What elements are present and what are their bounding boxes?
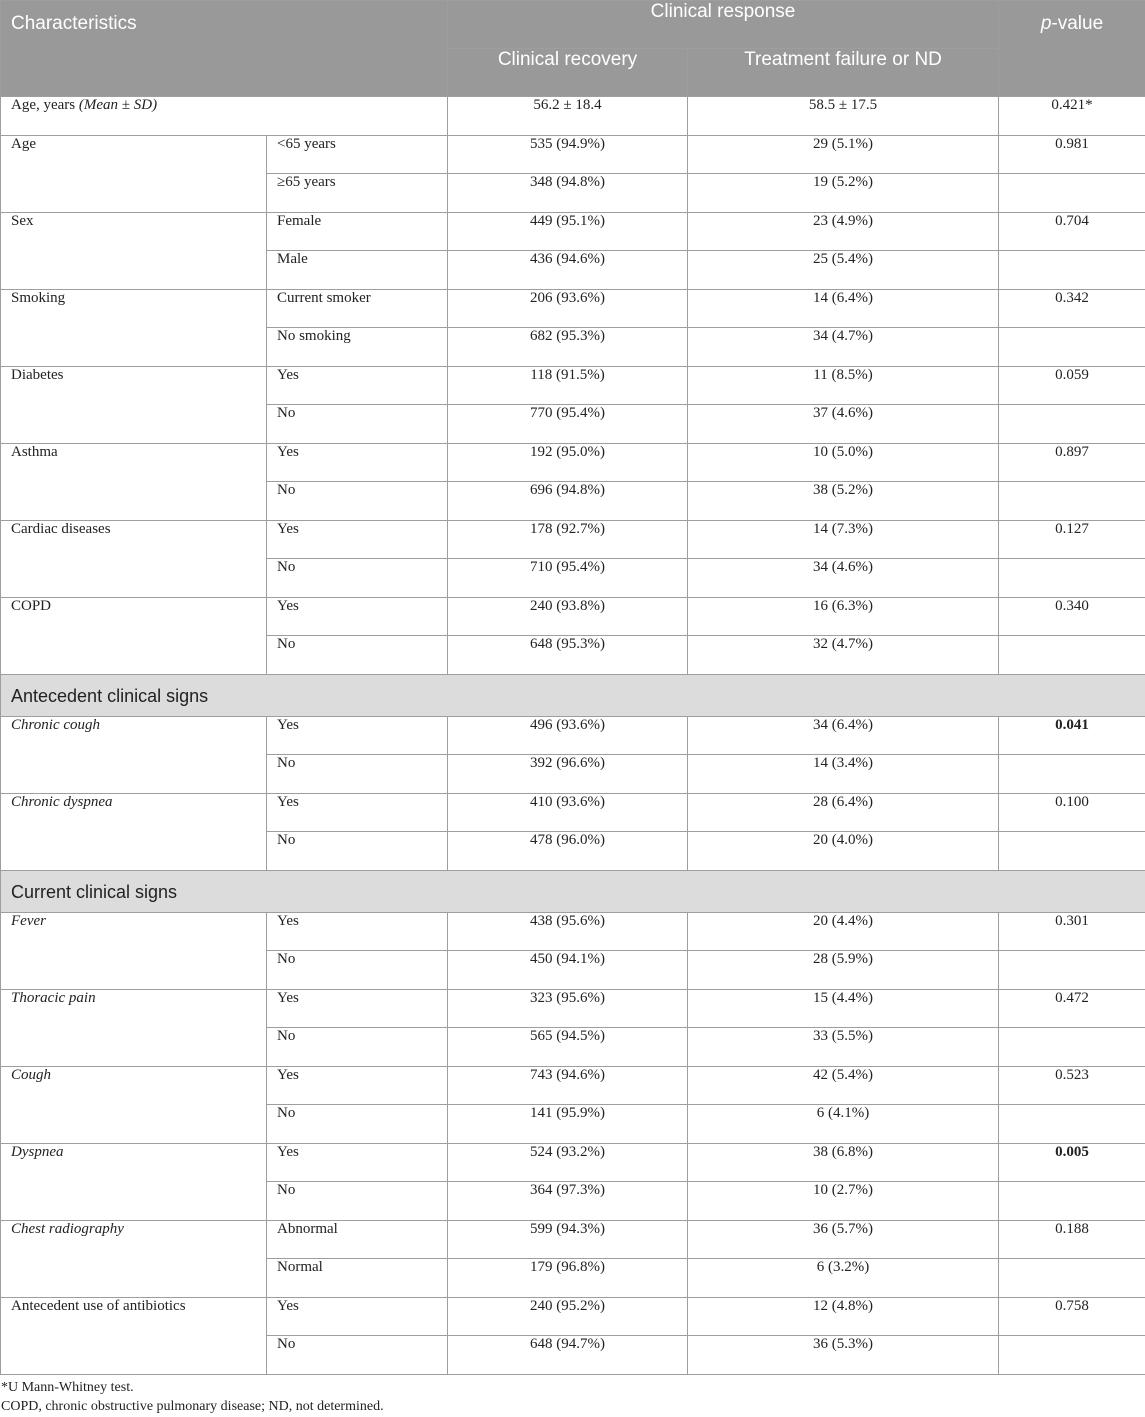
cell-treatment-failure: 33 (5.5%) [688, 1028, 999, 1067]
cell-treatment-failure: 6 (3.2%) [688, 1259, 999, 1298]
cell-treatment-failure: 28 (6.4%) [688, 793, 999, 832]
row-group-name: Dyspnea [1, 1143, 267, 1220]
age-mean-p: 0.421* [999, 97, 1145, 136]
table-row [1, 1143, 1145, 1182]
row-group-name: Asthma [1, 443, 267, 520]
cell-p-value [999, 405, 1145, 444]
cell-clinical-recovery: 364 (97.3%) [448, 1182, 688, 1221]
cell-p-value: 0.523 [999, 1066, 1145, 1105]
cell-clinical-recovery: 141 (95.9%) [448, 1105, 688, 1144]
section-antecedent-clinical-signs-label: Antecedent clinical signs [1, 674, 1145, 716]
table-row [1, 520, 1145, 559]
cell-treatment-failure: 28 (5.9%) [688, 951, 999, 990]
table-row [1, 135, 1145, 174]
table-row-age-mean [1, 97, 1145, 136]
row-subcategory: Current smoker [267, 289, 448, 328]
cell-clinical-recovery: 323 (95.6%) [448, 989, 688, 1028]
age-mean-failure: 58.5 ± 17.5 [688, 97, 999, 136]
row-group-name: Sex [1, 212, 267, 289]
cell-treatment-failure: 14 (3.4%) [688, 755, 999, 794]
cell-p-value: 0.059 [999, 366, 1145, 405]
row-group-name: Smoking [1, 289, 267, 366]
cell-p-value: 0.188 [999, 1220, 1145, 1259]
cell-treatment-failure: 14 (6.4%) [688, 289, 999, 328]
cell-p-value [999, 559, 1145, 598]
row-subcategory: No [267, 559, 448, 598]
cell-clinical-recovery: 648 (94.7%) [448, 1336, 688, 1375]
age-mean-recovery: 56.2 ± 18.4 [448, 97, 688, 136]
table-row [1, 1066, 1145, 1105]
cell-clinical-recovery: 348 (94.8%) [448, 174, 688, 213]
cell-treatment-failure: 34 (4.6%) [688, 559, 999, 598]
table-row [1, 912, 1145, 951]
row-group-name: Cough [1, 1066, 267, 1143]
table-row [1, 989, 1145, 1028]
cell-clinical-recovery: 524 (93.2%) [448, 1143, 688, 1182]
cell-p-value: 0.472 [999, 989, 1145, 1028]
cell-clinical-recovery: 648 (95.3%) [448, 636, 688, 675]
row-subcategory: Yes [267, 597, 448, 636]
row-subcategory: Yes [267, 716, 448, 755]
footnote-mann-whitney: *U Mann-Whitney test. [1, 1380, 134, 1395]
cell-treatment-failure: 36 (5.7%) [688, 1220, 999, 1259]
cell-clinical-recovery: 696 (94.8%) [448, 482, 688, 521]
table-row [1, 443, 1145, 482]
cell-clinical-recovery: 392 (96.6%) [448, 755, 688, 794]
row-group-name: Diabetes [1, 366, 267, 443]
row-subcategory: No [267, 1182, 448, 1221]
cell-treatment-failure: 25 (5.4%) [688, 251, 999, 290]
cell-treatment-failure: 20 (4.0%) [688, 832, 999, 871]
cell-clinical-recovery: 535 (94.9%) [448, 135, 688, 174]
cell-clinical-recovery: 118 (91.5%) [448, 366, 688, 405]
cell-p-value [999, 636, 1145, 675]
table-footnotes [0, 1378, 1145, 1416]
cell-treatment-failure: 37 (4.6%) [688, 405, 999, 444]
cell-p-value: 0.340 [999, 597, 1145, 636]
cell-clinical-recovery: 179 (96.8%) [448, 1259, 688, 1298]
cell-clinical-recovery: 449 (95.1%) [448, 212, 688, 251]
cell-treatment-failure: 29 (5.1%) [688, 135, 999, 174]
section-current-clinical-signs-label: Current clinical signs [1, 870, 1145, 912]
table-row [1, 793, 1145, 832]
cell-p-value [999, 1336, 1145, 1375]
cell-clinical-recovery: 206 (93.6%) [448, 289, 688, 328]
cell-treatment-failure: 19 (5.2%) [688, 174, 999, 213]
cell-clinical-recovery: 192 (95.0%) [448, 443, 688, 482]
table-row [1, 716, 1145, 755]
cell-p-value: 0.897 [999, 443, 1145, 482]
row-group-name: Cardiac diseases [1, 520, 267, 597]
row-subcategory: No [267, 755, 448, 794]
header-p-value: p-value [999, 1, 1145, 97]
header-clinical-response: Clinical response [448, 1, 999, 49]
table-row [1, 212, 1145, 251]
cell-clinical-recovery: 240 (93.8%) [448, 597, 688, 636]
cell-treatment-failure: 6 (4.1%) [688, 1105, 999, 1144]
cell-p-value: 0.100 [999, 793, 1145, 832]
cell-clinical-recovery: 478 (96.0%) [448, 832, 688, 871]
cell-treatment-failure: 36 (5.3%) [688, 1336, 999, 1375]
cell-clinical-recovery: 682 (95.3%) [448, 328, 688, 367]
row-group-name: Chronic dyspnea [1, 793, 267, 870]
row-group-name: Fever [1, 912, 267, 989]
cell-p-value: 0.342 [999, 289, 1145, 328]
cell-clinical-recovery: 438 (95.6%) [448, 912, 688, 951]
row-subcategory: No [267, 482, 448, 521]
cell-treatment-failure: 12 (4.8%) [688, 1297, 999, 1336]
row-subcategory: Yes [267, 443, 448, 482]
cell-clinical-recovery: 240 (95.2%) [448, 1297, 688, 1336]
cell-p-value [999, 832, 1145, 871]
cell-p-value [999, 1259, 1145, 1298]
row-subcategory: Yes [267, 1143, 448, 1182]
cell-clinical-recovery: 496 (93.6%) [448, 716, 688, 755]
cell-treatment-failure: 14 (7.3%) [688, 520, 999, 559]
cell-p-value [999, 1182, 1145, 1221]
header-treatment-failure: Treatment failure or ND [688, 49, 999, 97]
cell-p-value: 0.041 [999, 716, 1145, 755]
cell-p-value [999, 755, 1145, 794]
cell-clinical-recovery: 770 (95.4%) [448, 405, 688, 444]
cell-treatment-failure: 32 (4.7%) [688, 636, 999, 675]
table-row [1, 366, 1145, 405]
cell-treatment-failure: 16 (6.3%) [688, 597, 999, 636]
cell-p-value [999, 1028, 1145, 1067]
row-subcategory: No [267, 832, 448, 871]
row-subcategory: Normal [267, 1259, 448, 1298]
cell-p-value [999, 174, 1145, 213]
row-subcategory: No smoking [267, 328, 448, 367]
row-subcategory: No [267, 1028, 448, 1067]
cell-treatment-failure: 15 (4.4%) [688, 989, 999, 1028]
cell-clinical-recovery: 178 (92.7%) [448, 520, 688, 559]
header-characteristics: Characteristics [1, 1, 448, 97]
cell-p-value [999, 328, 1145, 367]
table-row [1, 1220, 1145, 1259]
cell-treatment-failure: 34 (4.7%) [688, 328, 999, 367]
row-subcategory: ≥65 years [267, 174, 448, 213]
table-row [1, 1297, 1145, 1336]
section-current-clinical-signs [1, 870, 1145, 912]
cell-clinical-recovery: 436 (94.6%) [448, 251, 688, 290]
cell-treatment-failure: 38 (6.8%) [688, 1143, 999, 1182]
table-row [1, 289, 1145, 328]
row-subcategory: Yes [267, 989, 448, 1028]
row-subcategory: No [267, 405, 448, 444]
row-subcategory: No [267, 1105, 448, 1144]
row-group-name: Antecedent use of antibiotics [1, 1297, 267, 1374]
row-subcategory: Yes [267, 520, 448, 559]
cell-p-value: 0.301 [999, 912, 1145, 951]
row-subcategory: Male [267, 251, 448, 290]
row-subcategory: <65 years [267, 135, 448, 174]
row-group-name: COPD [1, 597, 267, 674]
cell-treatment-failure: 20 (4.4%) [688, 912, 999, 951]
row-group-name: Thoracic pain [1, 989, 267, 1066]
row-subcategory: Yes [267, 1066, 448, 1105]
cell-treatment-failure: 11 (8.5%) [688, 366, 999, 405]
row-subcategory: No [267, 636, 448, 675]
table-row [1, 597, 1145, 636]
cell-p-value: 0.704 [999, 212, 1145, 251]
row-subcategory: Female [267, 212, 448, 251]
cell-p-value [999, 1105, 1145, 1144]
cell-treatment-failure: 42 (5.4%) [688, 1066, 999, 1105]
cell-p-value: 0.005 [999, 1143, 1145, 1182]
age-mean-label: Age, years (Mean ± SD) [1, 97, 448, 136]
cell-p-value [999, 251, 1145, 290]
cell-treatment-failure: 10 (2.7%) [688, 1182, 999, 1221]
cell-treatment-failure: 38 (5.2%) [688, 482, 999, 521]
row-subcategory: Yes [267, 366, 448, 405]
cell-treatment-failure: 23 (4.9%) [688, 212, 999, 251]
cell-treatment-failure: 34 (6.4%) [688, 716, 999, 755]
row-subcategory: Abnormal [267, 1220, 448, 1259]
cell-clinical-recovery: 450 (94.1%) [448, 951, 688, 990]
cell-p-value: 0.758 [999, 1297, 1145, 1336]
row-group-name: Age [1, 135, 267, 212]
row-group-name: Chronic cough [1, 716, 267, 793]
footnote-abbreviations: COPD, chronic obstructive pulmonary disease; ND, not determined. [1, 1399, 384, 1414]
row-subcategory: Yes [267, 793, 448, 832]
section-antecedent-clinical-signs [1, 674, 1145, 716]
cell-clinical-recovery: 599 (94.3%) [448, 1220, 688, 1259]
row-subcategory: No [267, 1336, 448, 1375]
row-subcategory: Yes [267, 1297, 448, 1336]
cell-p-value: 0.981 [999, 135, 1145, 174]
row-group-name: Chest radiography [1, 1220, 267, 1297]
cell-p-value [999, 951, 1145, 990]
cell-treatment-failure: 10 (5.0%) [688, 443, 999, 482]
row-subcategory: No [267, 951, 448, 990]
row-subcategory: Yes [267, 912, 448, 951]
cell-p-value: 0.127 [999, 520, 1145, 559]
cell-clinical-recovery: 710 (95.4%) [448, 559, 688, 598]
cell-p-value [999, 482, 1145, 521]
cell-clinical-recovery: 410 (93.6%) [448, 793, 688, 832]
cell-clinical-recovery: 565 (94.5%) [448, 1028, 688, 1067]
header-clinical-recovery: Clinical recovery [448, 49, 688, 97]
cell-clinical-recovery: 743 (94.6%) [448, 1066, 688, 1105]
